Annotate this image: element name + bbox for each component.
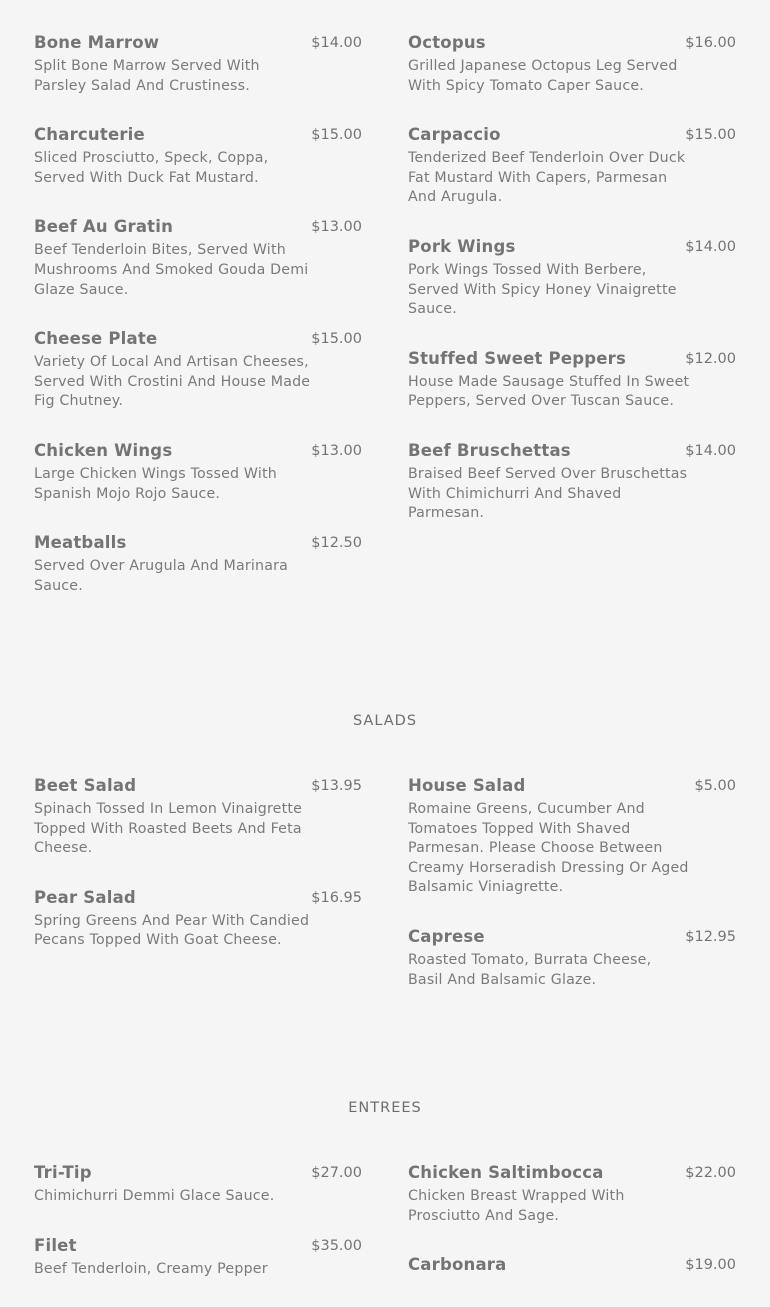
salads-right-column xyxy=(408,775,736,1018)
item-name: Bone Marrow xyxy=(34,33,160,52)
item-description: Roasted Tomato, Burrata Cheese, Basil And Balsamic Glaze. xyxy=(408,951,652,988)
item-price: $16.00 xyxy=(685,35,736,51)
item-description: Tenderized Beef Tenderloin Over Duck Fat Mustard With Capers, Parmesan And Arugula. xyxy=(408,150,686,206)
item-description: Spring Greens And Pear With Candied Pecans Topped With Goat Cheese. xyxy=(34,912,310,949)
item-description: Chicken Breast Wrapped With Prosciutto And Sage. xyxy=(408,1188,625,1224)
item-description: Spinach Tossed In Lemon Vinaigrette Topped With Roasted Beets And Feta Cheese. xyxy=(34,801,303,857)
salads-left-column xyxy=(34,775,362,979)
item-name: Tri-Tip xyxy=(34,1163,92,1182)
item-name: Beef Bruschettas xyxy=(408,440,571,460)
item-name: Charcuterie xyxy=(34,125,145,145)
item-price: $35.00 xyxy=(311,1237,362,1254)
item-price: $15.00 xyxy=(311,331,362,348)
item-description: Beef Tenderloin Bites, Served With Mushrooms And Smoked Gouda Demi Glaze Sauce. xyxy=(34,242,309,298)
menu-item xyxy=(34,887,362,951)
item-name: Pork Wings xyxy=(408,236,516,256)
item-price: $19.00 xyxy=(685,1257,736,1274)
menu-item xyxy=(408,775,736,898)
item-name: Stuffed Sweet Peppers xyxy=(408,348,627,368)
entrees-left-column xyxy=(34,1162,362,1307)
menu-item xyxy=(34,1162,362,1207)
item-name: Filet xyxy=(34,1235,77,1255)
item-price: $12.00 xyxy=(685,350,736,367)
item-name: Beet Salad xyxy=(34,776,137,795)
item-price: $16.95 xyxy=(311,889,362,906)
item-price: $14.00 xyxy=(685,238,736,255)
section-title-entrees: ENTREES xyxy=(348,1100,422,1116)
item-price: $22.00 xyxy=(685,1165,736,1181)
menu-item xyxy=(34,440,362,504)
section-title-salads: SALADS xyxy=(352,713,418,729)
menu-item xyxy=(34,532,362,596)
item-description: Split Bone Marrow Served With Parsley Salad And Crustiness. xyxy=(34,58,260,94)
menu-item xyxy=(34,32,362,96)
menu-item xyxy=(408,124,736,208)
item-description: Chimichurri Demmi Glace Sauce. xyxy=(34,1188,275,1204)
item-name: Meatballs xyxy=(34,533,127,553)
item-description: Grilled Japanese Octopus Leg Served With Spicy Tomato Caper Sauce. xyxy=(408,58,678,94)
item-description: House Made Sausage Stuffed In Sweet Peppers, Served Over Tuscan Sauce. xyxy=(408,373,690,410)
item-description: Beef Tenderloin, Creamy Pepper xyxy=(34,1260,268,1277)
item-name: Chicken Wings xyxy=(34,440,173,460)
item-name: Carbonara xyxy=(408,1255,507,1275)
item-description: Variety Of Local And Artisan Cheeses, Served With Crostini And House Made Fig Chutney. xyxy=(34,354,311,410)
menu-item xyxy=(408,236,736,320)
item-price: $14.00 xyxy=(311,35,362,51)
item-price: $13.00 xyxy=(311,219,362,236)
item-description: Sliced Prosciutto, Speck, Coppa, Served With Duck Fat Mustard. xyxy=(34,150,269,186)
menu-item xyxy=(34,1235,362,1280)
item-price: $15.00 xyxy=(311,127,362,144)
menu-item xyxy=(34,124,362,188)
item-name: Chicken Saltimbocca xyxy=(408,1163,604,1182)
item-name: Caprese xyxy=(408,926,485,946)
item-description: Pork Wings Tossed With Berbere, Served With Spicy Honey Vinaigrette Sauce. xyxy=(408,261,677,318)
appetizers-left-column xyxy=(34,32,362,624)
item-price: $13.00 xyxy=(311,442,362,459)
item-price: $12.50 xyxy=(311,535,362,552)
item-description: Served Over Arugula And Marinara Sauce. xyxy=(34,558,289,594)
menu-item xyxy=(34,775,362,859)
item-name: Cheese Plate xyxy=(34,329,158,349)
item-price: $15.00 xyxy=(685,127,736,144)
menu-item xyxy=(408,1254,736,1276)
menu-item xyxy=(408,348,736,412)
menu-item xyxy=(408,32,736,96)
item-price: $14.00 xyxy=(685,442,736,459)
item-description: Large Chicken Wings Tossed With Spanish Mojo Rojo Sauce. xyxy=(34,465,277,502)
menu-item xyxy=(408,926,736,990)
item-price: $13.95 xyxy=(311,778,362,794)
item-name: Carpaccio xyxy=(408,125,501,145)
item-name: Beef Au Gratin xyxy=(34,217,174,237)
item-name: Pear Salad xyxy=(34,887,136,907)
menu-item xyxy=(408,440,736,524)
item-name: House Salad xyxy=(408,776,526,795)
item-name: Octopus xyxy=(408,33,486,52)
appetizers-right-column xyxy=(408,32,736,552)
entrees-right-column xyxy=(408,1162,736,1304)
item-price: $12.95 xyxy=(685,928,736,945)
menu-item xyxy=(34,328,362,412)
item-price: $27.00 xyxy=(311,1165,362,1181)
menu-item xyxy=(34,216,362,300)
item-description: Romaine Greens, Cucumber And Tomatoes Topped With Shaved Parmesan. Please Choose Between Creamy Horseradish Dressing Or Aged Balsamic Viniagrette. xyxy=(408,801,689,896)
item-price: $5.00 xyxy=(694,778,736,794)
item-description: Braised Beef Served Over Bruschettas With Chimichurri And Shaved Parmesan. xyxy=(408,465,688,522)
menu-item xyxy=(408,1162,736,1226)
